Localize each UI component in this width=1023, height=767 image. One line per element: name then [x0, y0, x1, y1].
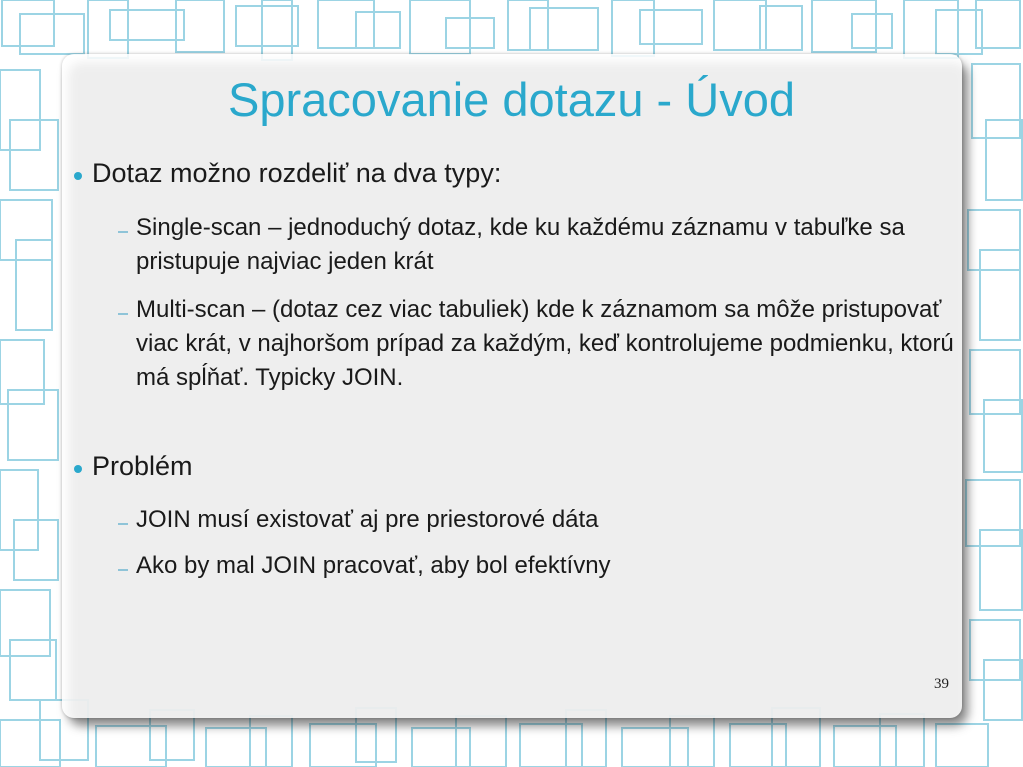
- dash-bullet-icon: [118, 569, 128, 571]
- slide-title: Spracovanie dotazu - Úvod: [228, 73, 795, 126]
- bullet-dot-icon: [74, 465, 82, 473]
- slide-number: 39: [934, 676, 949, 692]
- sub-item-1-2: Multi-scan – (dotaz cez viac tabuliek) kde k záznamom sa môže pristupovať viac krát, v najhoršom prípad za každým, keď kontrolujeme podmienku, ktorú má spĺňať. Typicky JOIN.: [136, 296, 954, 391]
- sub-item-1-1: Single-scan – jednoduchý dotaz, kde ku každému záznamu v tabuľke sa pristupuje najviac jeden krát: [136, 214, 905, 275]
- bullet-item-1: Dotaz možno rozdeliť na dva typy:: [92, 158, 502, 188]
- bullet-dot-icon: [74, 172, 82, 180]
- bullet-item-2: Problém: [92, 451, 193, 481]
- dash-bullet-icon: [118, 231, 128, 233]
- sub-item-2-1: JOIN musí existovať aj pre priestorové dáta: [136, 506, 599, 533]
- sub-item-2-2: Ako by mal JOIN pracovať, aby bol efektívny: [136, 552, 611, 579]
- dash-bullet-icon: [118, 523, 128, 525]
- dash-bullet-icon: [118, 313, 128, 315]
